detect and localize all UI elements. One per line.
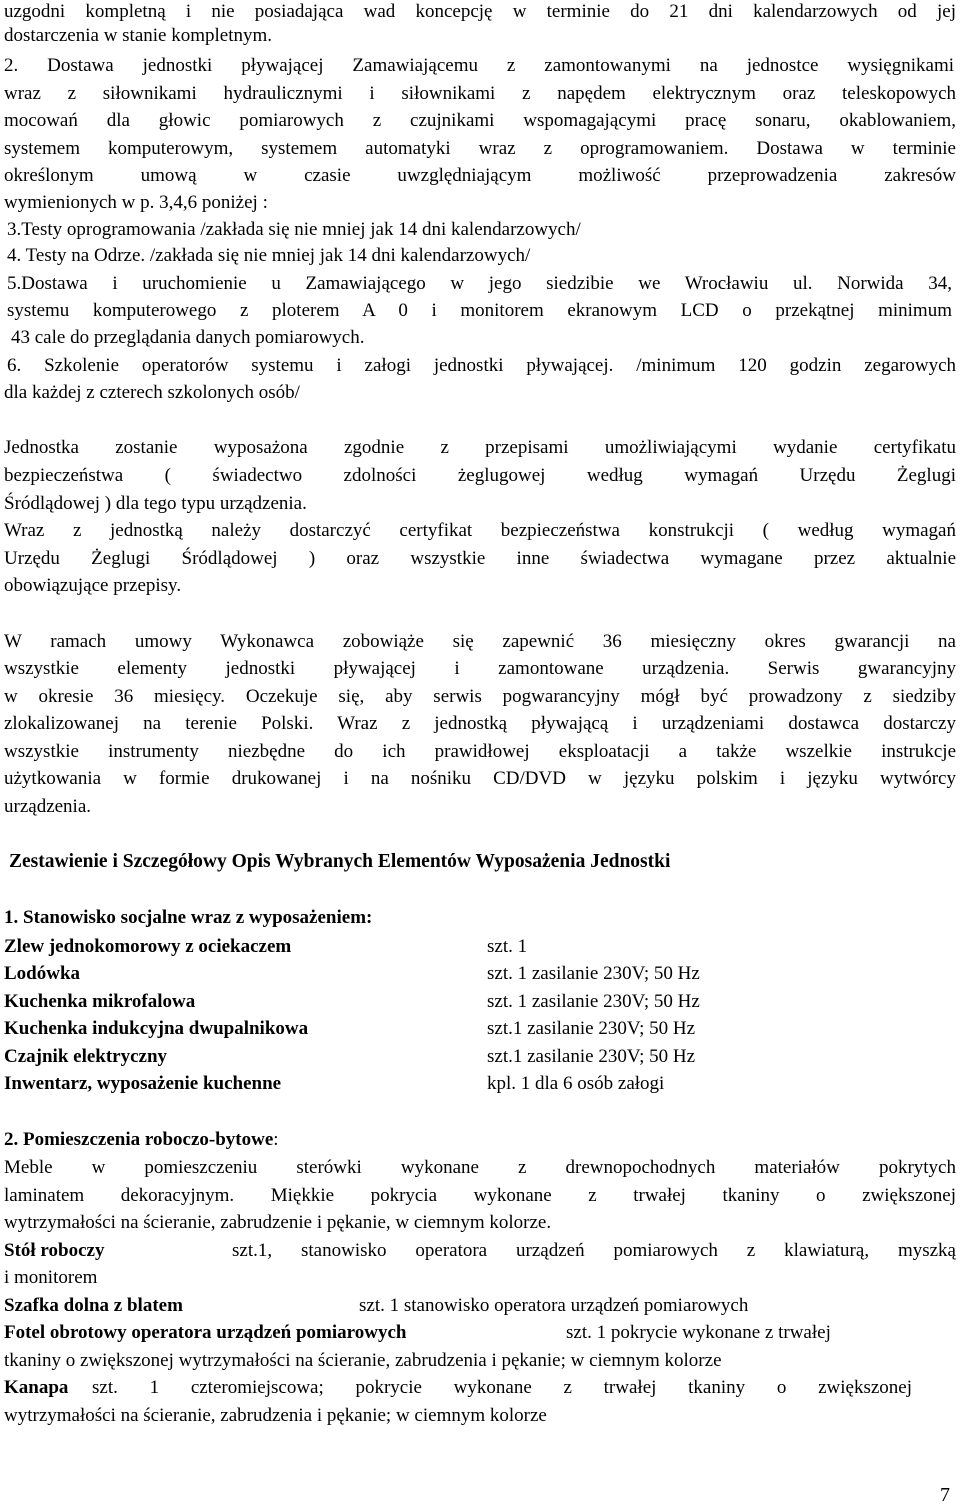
s1-row-name: Inwentarz, wyposażenie kuchenne xyxy=(4,1073,282,1094)
para4-line2: wszystkie elementy jednostki pływającej i zamontowane urządzenia. Serwis gwarancyjny xyxy=(4,658,956,679)
s2-heading xyxy=(4,1128,279,1152)
s1-row-name: Kuchenka mikrofalowa xyxy=(4,991,196,1012)
s1-row-qty: szt. 1 zasilanie 230V; 50 Hz xyxy=(487,991,700,1012)
s1-row-qty: szt. 1 zasilanie 230V; 50 Hz xyxy=(487,963,700,984)
para4-line4: zlokalizowanej na terenie Polski. Wraz z jednostką pływającą i urządzeniami dostawca dostarczy xyxy=(4,713,956,734)
kanapa-desc: szt. 1 czteromiejscowa; pokrycie wykonane z trwałej tkaniny o zwiększonej xyxy=(92,1377,912,1398)
s1-row-qty: szt. 1 xyxy=(487,936,528,957)
szafka-desc: szt. 1 stanowisko operatora urządzeń pomiarowych xyxy=(359,1295,749,1316)
para3-line3: Śródlądowej ) dla tego typu urządzenia. xyxy=(4,493,307,514)
fotel-name: Fotel obrotowy operatora urządzeń pomiarowych xyxy=(4,1322,407,1343)
para3-line4: Wraz z jednostką należy dostarczyć certyfikat bezpieczeństwa konstrukcji ( według wymagań xyxy=(4,520,956,541)
s1-row-name: Zlew jednokomorowy z ociekaczem xyxy=(4,936,292,957)
kanapa-name: Kanapa xyxy=(4,1377,69,1398)
para1-line1: uzgodni kompletną i nie posiadająca wad koncepcję w terminie do 21 dni kalendarzowych od jej xyxy=(4,1,956,22)
para2-line5: określonym umową w czasie uwzględniającym możliwość przeprowadzenia zakresów xyxy=(4,165,956,186)
para1-line2: dostarczenia w stanie kompletnym. xyxy=(4,25,273,46)
para3-line6: obowiązujące przepisy. xyxy=(4,575,182,596)
s1-row-name: Kuchenka indukcyjna dwupalnikowa xyxy=(4,1018,309,1039)
item-5-line2: systemu komputerowego z ploterem A 0 i monitorem ekranowym LCD o przekątnej minimum xyxy=(7,300,952,321)
para2-line2: wraz z siłownikami hydraulicznymi i siłownikami z napędem elektrycznym oraz teleskopowych xyxy=(4,83,956,104)
para4-line1: W ramach umowy Wykonawca zobowiąże się zapewnić 36 miesięczny okres gwarancji na xyxy=(4,631,956,652)
para4-line5: wszystkie instrumenty niezbędne do ich prawidłowej eksploatacji a także wszelkie instrukcje xyxy=(4,741,956,762)
item-5-line3: 43 cale do przeglądania danych pomiarowych. xyxy=(11,327,365,348)
s1-row-name: Czajnik elektryczny xyxy=(4,1046,168,1067)
s2-line1: Meble w pomieszczeniu sterówki wykonane z drewnopochodnych materiałów pokrytych xyxy=(4,1157,956,1178)
para2-line6: wymienionych w p. 3,4,6 poniżej : xyxy=(4,192,268,213)
para4-line6: użytkowania w formie drukowanej i na nośniku CD/DVD w języku polskim i języku wytwórcy xyxy=(4,768,956,789)
s1-row-qty: szt.1 zasilanie 230V; 50 Hz xyxy=(487,1018,696,1039)
para2-line3: mocowań dla głowic pomiarowych z czujnikami wspomagającymi pracę sonaru, okablowaniem, xyxy=(4,110,956,131)
s2-heading-colon: : xyxy=(273,1129,279,1150)
item-3: 3.Testy oprogramowania /zakłada się nie mniej jak 14 dni kalendarzowych/ xyxy=(7,219,581,240)
para3-line2: bezpieczeństwa ( świadectwo zdolności żeglugowej według wymagań Urzędu Żeglugi xyxy=(4,465,956,486)
para4-line7: urządzenia. xyxy=(4,796,92,817)
stol-desc-cont: i monitorem xyxy=(4,1267,98,1288)
page-number: 7 xyxy=(940,1484,950,1506)
item-4: 4. Testy na Odrze. /zakłada się nie mniej jak 14 dni kalendarzowych/ xyxy=(7,245,531,266)
s2-heading-text: 2. Pomieszczenia roboczo-bytowe xyxy=(4,1129,274,1150)
para3-line1: Jednostka zostanie wyposażona zgodnie z przepisami umożliwiającymi wydanie certyfikatu xyxy=(4,437,956,458)
s1-heading: 1. Stanowisko socjalne wraz z wyposażeniem: xyxy=(4,907,373,928)
item-6-line1: 6. Szkolenie operatorów systemu i załogi jednostki pływającej. /minimum 120 godzin zegarowych xyxy=(7,355,956,376)
s2-line2: laminatem dekoracyjnym. Miękkie pokrycia wykonane z trwałej tkaniny o zwiększonej xyxy=(4,1185,956,1206)
item-6-line2: dla każdej z czterech szkolonych osób/ xyxy=(4,382,300,403)
s1-row-name: Lodówka xyxy=(4,963,81,984)
kanapa-desc-cont: wytrzymałości na ścieranie, zabrudzenia i pękanie; w ciemnym kolorze xyxy=(4,1405,547,1426)
fotel-desc-cont: tkaniny o zwiększonej wytrzymałości na ścieranie, zabrudzenia i pękanie; w ciemnym kolorze xyxy=(4,1350,722,1371)
stol-name: Stół roboczy xyxy=(4,1240,105,1261)
para2-line1: 2. Dostawa jednostki pływającej Zamawiającemu z zamontowanymi na jednostce wysięgnikami xyxy=(4,55,954,76)
s2-line3: wytrzymałości na ścieranie, zabrudzenie i pękanie, w ciemnym kolorze. xyxy=(4,1212,552,1233)
fotel-desc: szt. 1 pokrycie wykonane z trwałej xyxy=(566,1322,831,1343)
szafka-name: Szafka dolna z blatem xyxy=(4,1295,183,1316)
stol-desc: szt.1, stanowisko operatora urządzeń pomiarowych z klawiaturą, myszką xyxy=(232,1240,956,1261)
s1-row-qty: szt.1 zasilanie 230V; 50 Hz xyxy=(487,1046,696,1067)
para4-line3: w okresie 36 miesięcy. Oczekuje się, aby serwis pogwarancyjny mógł być prowadzony z siedziby xyxy=(4,686,956,707)
para2-line4: systemem komputerowym, systemem automatyki wraz z oprogramowaniem. Dostawa w terminie xyxy=(4,138,956,159)
item-5-line1: 5.Dostawa i uruchomienie u Zamawiającego w jego siedzibie we Wrocławiu ul. Norwida 34, xyxy=(7,273,952,294)
s1-row-qty: kpl. 1 dla 6 osób załogi xyxy=(487,1073,665,1094)
section-title: Zestawienie i Szczegółowy Opis Wybranych Elementów Wyposażenia Jednostki xyxy=(9,851,671,872)
para3-line5: Urzędu Żeglugi Śródlądowej ) oraz wszystkie inne świadectwa wymagane przez aktualnie xyxy=(4,548,956,569)
